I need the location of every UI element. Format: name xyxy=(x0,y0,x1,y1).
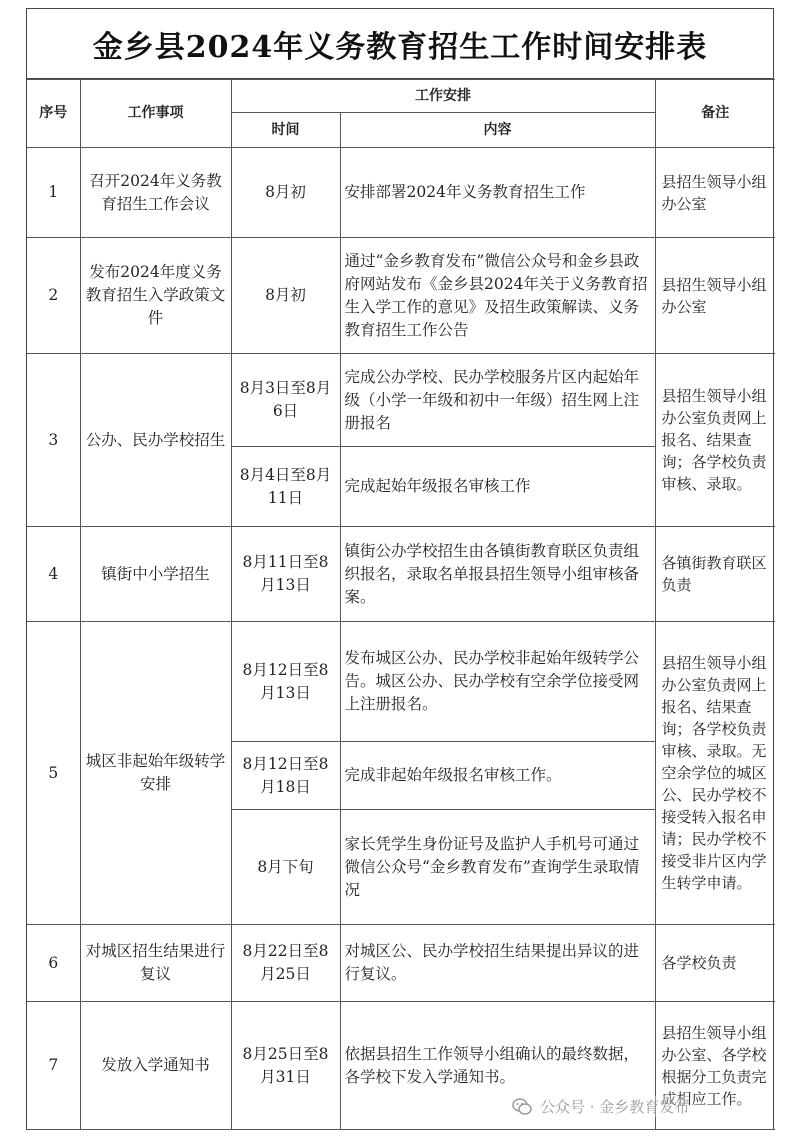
row-content: 完成起始年级报名审核工作 xyxy=(340,447,655,527)
row-content: 安排部署2024年义务教育招生工作 xyxy=(340,148,655,238)
header-item: 工作事项 xyxy=(80,80,231,148)
row-item: 发布2024年度义务教育招生入学政策文件 xyxy=(80,238,231,354)
row-item: 对城区招生结果进行复议 xyxy=(80,925,231,1002)
row-no: 5 xyxy=(27,622,80,925)
row-no: 1 xyxy=(27,148,80,238)
row-content: 对城区公、民办学校招生结果提出异议的进行复议。 xyxy=(340,925,655,1002)
row-time: 8月25日至8月31日 xyxy=(231,1002,340,1130)
table-row xyxy=(27,354,775,447)
header-content: 内容 xyxy=(340,113,655,148)
row-no: 2 xyxy=(27,238,80,354)
table-row xyxy=(27,148,775,238)
row-content: 镇街公办学校招生由各镇街教育联区负责组织报名，录取名单报县招生领导小组审核备案。 xyxy=(340,527,655,622)
row-content: 完成公办学校、民办学校服务片区内起始年级（小学一年级和初中一年级）招生网上注册报名 xyxy=(340,354,655,447)
row-time: 8月12日至8月13日 xyxy=(231,622,340,742)
header-no: 序号 xyxy=(27,80,80,148)
row-no: 3 xyxy=(27,354,80,527)
row-content: 完成非起始年级报名审核工作。 xyxy=(340,742,655,810)
row-remark: 县招生领导小组办公室、各学校根据分工负责完成相应工作。 xyxy=(655,1002,775,1130)
row-time: 8月11日至8月13日 xyxy=(231,527,340,622)
row-remark: 县招生领导小组办公室负责网上报名、结果查询；各学校负责审核、录取。无空余学位的城区公、民办学校不接受转入报名申请；民办学校不接受非片区内学生转学申请。 xyxy=(655,622,775,925)
row-remark: 县招生领导小组办公室负责网上报名、结果查询；各学校负责审核、录取。 xyxy=(655,354,775,527)
schedule-table xyxy=(27,79,775,1130)
row-time: 8月初 xyxy=(231,148,340,238)
row-remark: 县招生领导小组办公室 xyxy=(655,238,775,354)
row-remark: 县招生领导小组办公室 xyxy=(655,148,775,238)
row-content: 依据县招生工作领导小组确认的最终数据，各学校下发入学通知书。 xyxy=(340,1002,655,1130)
table-row xyxy=(27,527,775,622)
wechat-icon xyxy=(512,1098,532,1116)
header-arrangement: 工作安排 xyxy=(231,80,655,113)
watermark-text: 公众号 · 金乡教育发布 xyxy=(540,1098,690,1116)
table-row xyxy=(27,238,775,354)
row-time: 8月下旬 xyxy=(231,810,340,925)
row-time: 8月3日至8月6日 xyxy=(231,354,340,447)
row-remark: 各学校负责 xyxy=(655,925,775,1002)
row-content: 发布城区公办、民办学校非起始年级转学公告。城区公办、民办学校有空余学位接受网上注册报名。 xyxy=(340,622,655,742)
header-time: 时间 xyxy=(231,113,340,148)
row-item: 发放入学通知书 xyxy=(80,1002,231,1130)
row-time: 8月初 xyxy=(231,238,340,354)
row-remark: 各镇街教育联区负责 xyxy=(655,527,775,622)
header-remark: 备注 xyxy=(655,80,775,148)
row-item: 召开2024年义务教育招生工作会议 xyxy=(80,148,231,238)
page-title: 金乡县2024年义务教育招生工作时间安排表 xyxy=(27,9,773,79)
row-content: 家长凭学生身份证号及监护人手机号可通过微信公众号“金乡教育发布”查询学生录取情况 xyxy=(340,810,655,925)
row-content: 通过“金乡教育发布”微信公众号和金乡县政府网站发布《金乡县2024年关于义务教育招生入学工作的意见》及招生政策解读、义务教育招生工作公告 xyxy=(340,238,655,354)
row-no: 6 xyxy=(27,925,80,1002)
row-no: 4 xyxy=(27,527,80,622)
table-row xyxy=(27,622,775,742)
row-no: 7 xyxy=(27,1002,80,1130)
row-item: 公办、民办学校招生 xyxy=(80,354,231,527)
row-time: 8月12日至8月18日 xyxy=(231,742,340,810)
table-row xyxy=(27,925,775,1002)
row-time: 8月22日至8月25日 xyxy=(231,925,340,1002)
watermark xyxy=(512,1096,689,1117)
row-time: 8月4日至8月11日 xyxy=(231,447,340,527)
row-item: 镇街中小学招生 xyxy=(80,527,231,622)
row-item: 城区非起始年级转学安排 xyxy=(80,622,231,925)
schedule-sheet xyxy=(26,8,774,1130)
